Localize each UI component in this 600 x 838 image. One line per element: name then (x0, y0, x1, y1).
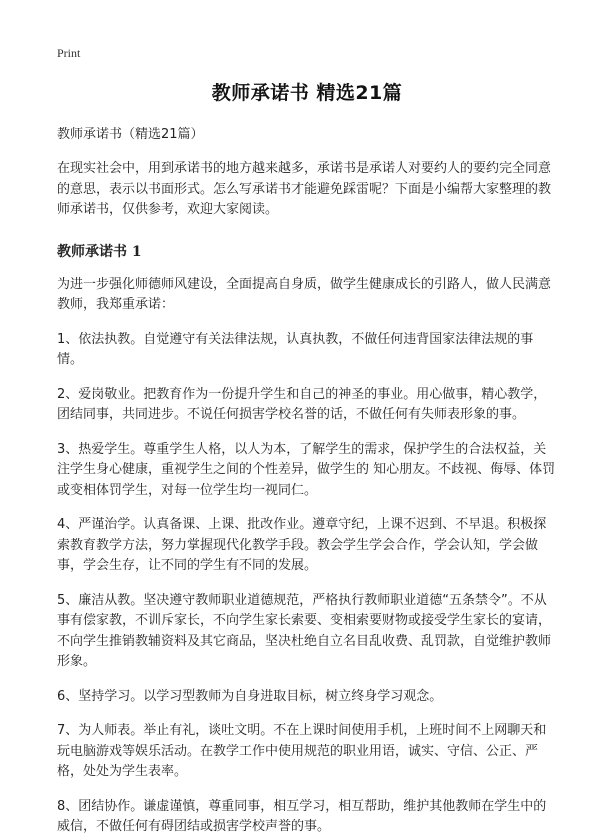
pledge-item: 7、为人师表。举止有礼，谈吐文明。不在上课时间使用手机，上班时间不上网聊天和玩电脑游戏等娱乐活动。在教学工作中使用规范的职业用语，诚实、守信、公正、严格，处处为学生表率。 (57, 723, 547, 779)
pledge-item: 3、热爱学生。尊重学生人格，以人为本，了解学生的需求，保护学生的合法权益，关注学生身心健康，重视学生之间的个性差异，做学生的 知心朋友。不歧视、侮辱、体罚或变相体罚学生，对每一位学生均一视同仁。 (57, 441, 556, 498)
pledge-item: 8、团结协作。谦虚谨慎，尊重同事，相互学习，相互帮助，维护其他教师在学生中的威信，不做任何有碍团结或损害学校声誉的事。 (57, 798, 547, 834)
print-link[interactable]: Print (57, 46, 81, 60)
section-heading: 教师承诺书 1 (57, 243, 142, 260)
pledge-item: 4、严谨治学。认真备课、上课、批改作业。遵章守纪，上课不迟到、不早退。积极探索教育教学方法，努力掌握现代化教学手段。教会学生学会合作，学会认知，学会做事，学会生存，让不同的学生有不同的发展。 (57, 517, 547, 573)
intro-paragraph: 在现实社会中，用到承诺书的地方越来越多，承诺书是承诺人对要约人的要约完全同意的意思，表示以书面形式。怎么写承诺书才能避免踩雷呢？下面是小编帮大家整理的教师承诺书，仅供参考，欢迎大家阅读。 (57, 161, 552, 217)
pledge-item: 6、坚持学习。以学习型教师为自身进取目标，树立终身学习观念。 (57, 688, 443, 704)
pledge-item: 5、廉洁从教。坚决遵守教师职业道德规范，严格执行教师职业道德“五条禁令”。不从事有偿家教，不训斥家长，不向学生家长索要、变相索要财物或接受学生家长的宴请，不向学生推销教辅资料及其它商品，坚决杜绝自立名目乱收费、乱罚款，自觉维护教师形象。 (57, 592, 552, 669)
pledge-item: 2、爱岗敬业。把教育作为一份提升学生和自己的神圣的事业。用心做事，精心教学，团结同事，共同进步。不说任何损害学校名誉的话，不做任何有失师表形象的事。 (57, 386, 547, 422)
page-title: 教师承诺书 精选21篇 (211, 82, 403, 104)
document-subtitle: 教师承诺书（精选21篇） (57, 127, 204, 142)
pledge-item: 1、依法执教。自觉遵守有关法律法规，认真执教，不做任何违背国家法律法规的事情。 (57, 331, 534, 367)
document-body (57, 74, 557, 838)
lead-paragraph: 为进一步强化师德师风建设，全面提高自身质，做学生健康成长的引路人，做人民满意教师，我郑重承诺： (57, 276, 552, 312)
